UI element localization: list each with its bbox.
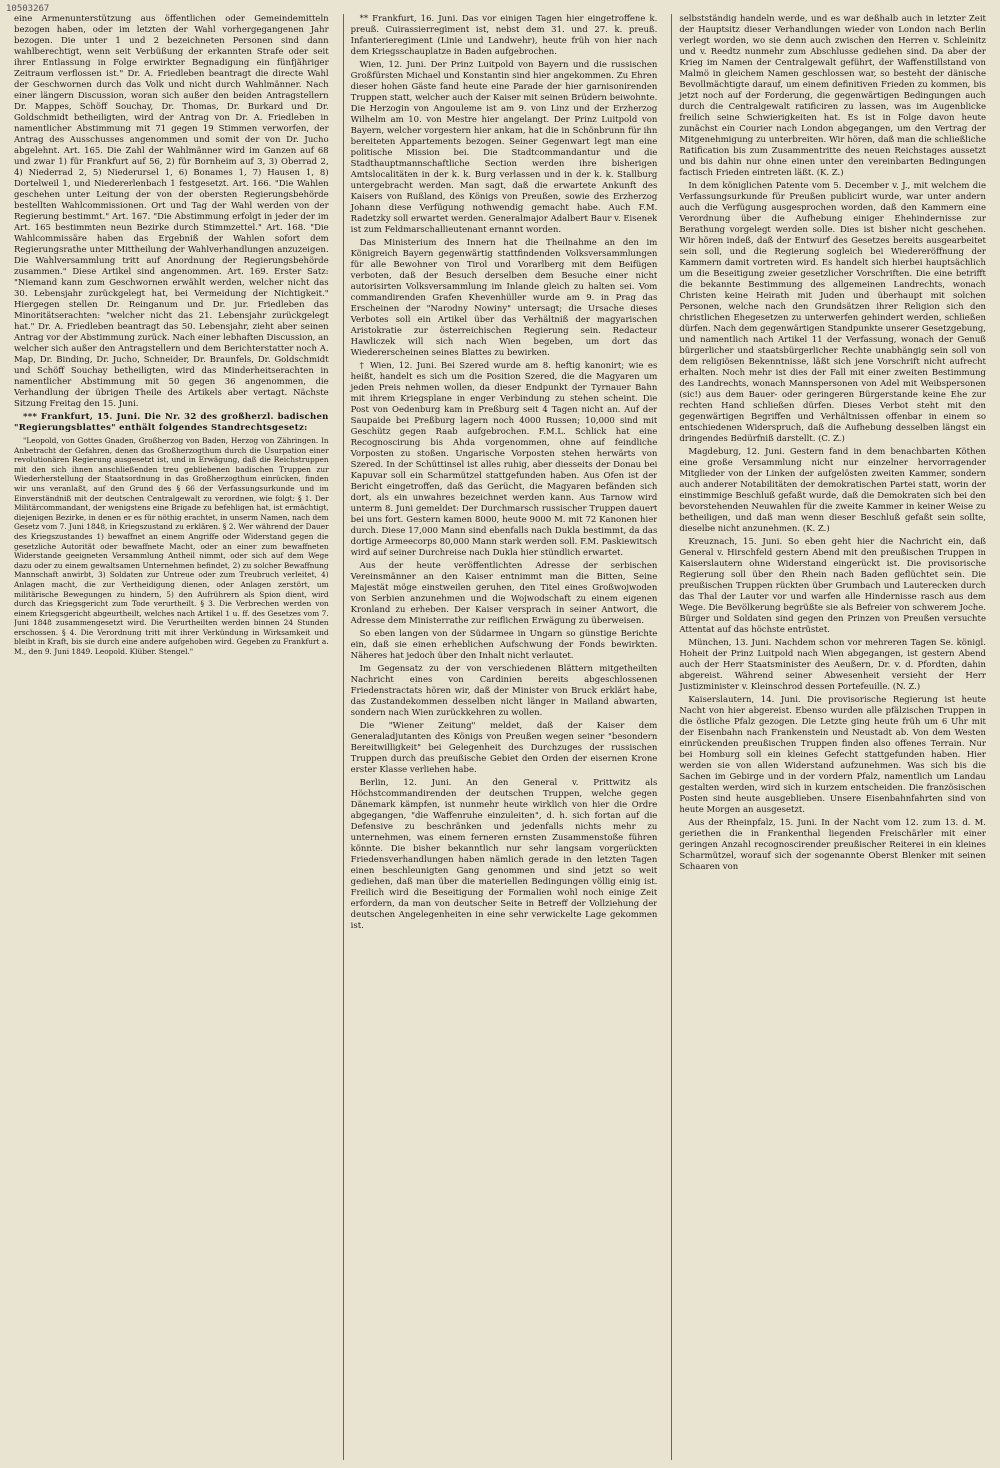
column-2 [343,14,658,1460]
page-id: 10503267 [6,4,50,14]
article-patent: In dem königlichen Patente vom 5. December v. J., mit welchem die Verfassungsurkunde für Preußen publicirt wurde, war unter andern auch die Verfügung ausgesprochen worden, daß den Kammern eine Verordnung über die Aufhebung einiger Ehehindernisse zur Berathung vorgelegt werden solle. Dies ist bisher nicht geschehen. Wir hören indeß, daß der Entwurf des Gesetzes bereits ausgearbeitet sein soll, und die Regierung sogleich bei Wiedereröffnung der Kammern damit vortreten wird. Es handelt sich hierbei hauptsächlich um die Beseitigung zweier gesetzlicher Vorschriften. Die eine betrifft die bekannte Bestimmung des allgemeinen Landrechts, wonach Christen keine Heirath mit Juden und überhaupt mit solchen Personen, welche nach den Grundsätzen ihrer Religion sich den christlichen Ehegesetzen zu unterwerfen gehindert werden, schließen dürfen. Nach dem gegenwärtigen Standpunkte unserer Gesetzgebung, und namentlich nach Artikel 11 der Verfassung, wonach der Genuß bürgerlicher und staatsbürgerlicher Rechte unabhängig sein soll von dem religiösen Bekenntnisse, läßt sich jene Vorschrift nicht aufrecht erhalten. Noch mehr ist dies der Fall mit einer zweiten Bestimmung des Landrechts, wonach Mannspersonen von Adel mit Weibspersonen (sic!) aus dem Bauer- oder geringeren Bürgerstande keine Ehe zur rechten Hand schließen dürfen. Dieses Verbot steht mit den gegenwärtigen Begriffen und Verhältnissen offenbar in einem so entschiedenen Widerspruch, daß die Aufhebung desselben längst ein dringendes Bedürfniß darstellt. (C. Z.) [679,181,986,444]
article-kaiserslautern: Kaiserslautern, 14. Juni. Die provisorische Regierung ist heute Nacht von hier abgereist. Ebenso wurden alle pfälzischen Truppen in die östliche Pfalz gezogen. Die Letzte ging heute früh um 6 Uhr mit der Eisenbahn nach Frankenstein und Neustadt ab. Von dem Westen einrückenden preußischen Truppen finden also offenes Terrain. Nur bei Homburg soll ein kleines Gefecht stattgefunden haben. Hier werden sie von allen Widerstand aufzunehmen. Was sich bis die Sachen im Gebirge und in der vordern Pfalz, namentlich um Landau gestalten werden, wird sich in kurzem entscheiden. Die französischen Posten sind heute ausgeblieben. Unsere Eisenbahnfahrten sind von heute Morgen an ausgesetzt. [679,695,986,815]
column-3 [671,14,986,1460]
article-wiener-zeitung: Die "Wiener Zeitung" meldet, daß der Kaiser dem Generaladjutanten des Königs von Preußen wegen seiner "besondern Bereitwilligkeit" bei Gelegenheit des Durchzuges der russischen Truppen durch das preußische Gebiet den Orden der eisernen Krone erster Klasse verliehen habe. [350,721,658,775]
article-rheinpfalz: Aus der Rheinpfalz, 15. Juni. In der Nacht vom 12. zum 13. d. M. geriethen die in Frankenthal liegenden Freischärler mit einer geringen Anzahl recognoscirender preußischer Reiterei in ein kleines Scharmützel, worauf sich der sogenannte Oberst Blenker mit seinen Schaaren von [679,818,986,872]
newspaper-page [14,14,986,1460]
article-serbian-address: Aus der heute veröffentlichten Adresse der serbischen Vereinsmänner an den Kaiser entnimmt man die Bitten, Seine Majestät möge einstweilen geruhen, den Titel eines Großwojwoden von Serbien anzunehmen und die Wojwodschaft zu einem eigenen Kronland zu erheben. Der Kaiser versprach in seiner Antwort, die Adresse dem Ministerrathe zur reiflichen Erwägung zu überweisen. [350,561,658,626]
article-kreuznach: Kreuznach, 15. Juni. So eben geht hier die Nachricht ein, daß General v. Hirschfeld gestern Abend mit den preußischen Truppen in Kaiserslautern ohne Widerstand eingerückt ist. Die provisorische Regierung soll über den Rhein nach Baden geflüchtet sein. Die preußischen Truppen rückten über Grumbach und Lauterecken durch das Thal der Lauter vor und warfen alle Hindernisse rasch aus dem Wege. Die Bevölkerung begrüßte sie als Befreier von schwerem Joche. Bürger und Soldaten sind gegen den Prinzen von Preußen versuchte Attentat auf das höchste entrüstet. [679,537,986,635]
article-continuation: selbstständig handeln werde, und es war deßhalb auch in letzter Zeit der Hauptsitz dieser Verhandlungen wieder von London nach Berlin verlegt worden, wo sie denn auch zwischen den Herren v. Schleinitz und v. Reedtz nunmehr zum Abschlusse gediehen sind. Da aber der Krieg im Namen der Centralgewalt geführt, der Waffenstillstand von Malmö in gleichem Namen geschlossen war, so besteht der dänische Bevollmächtigte darauf, um einem definitiven Frieden zu kommen, bis jetzt noch auf der Forderung, die gegenwärtigen Bedingungen auch durch die Centralgewalt ratificiren zu lassen, was im Augenblicke freilich seine Schwierigkeiten hat. Es ist in Folge davon heute zunächst ein Courier nach London abgegangen, um den Vertrag der Mitgenehmigung zu unterbreiten. Wir hören, daß man die schließliche Ratification bis zum Zusammentritte des neuen Reichstages aussetzt und bis dahin nur ohne einen unter den vereinbarten Bedingungen factisch Frieden eintreten läßt. (K. Z.) [679,14,986,178]
article-berlin: Berlin, 12. Juni. An den General v. Prittwitz als Höchstcommandirenden der deutschen Truppen, welche gegen Dänemark kämpfen, ist nunmehr heute wirklich von hier die Ordre abgegangen, "die Waffenruhe einzuleiten", d. h. sich fortan auf die Defensive zu beschränken und jedenfalls nichts mehr zu unternehmen, was einem ferneren ernsten Zusammenstoße führen könnte. Die bisher bekanntlich nur sehr langsam vorgerückten Friedensverhandlungen haben nämlich gerade in den letzten Tagen einen beschleunigten Gang genommen und sind jetzt so weit gediehen, daß man über die materiellen Bedingungen völlig einig ist. Freilich wird die Beseitigung der Formalien wohl noch einige Zeit erfordern, da man von deutscher Seite in Betreff der Vollziehung der deutschen Angelegenheiten in eine sehr verwickelte Lage gekommen ist. [350,778,658,931]
article-cardinien: Im Gegensatz zu der von verschiedenen Blättern mitgetheilten Nachricht eines von Cardinien bereits abgeschlossenen Friedenstractats hören wir, daß der Minister von Bruck erklärt habe, das Zustandekommen desselben nicht länger in Mailand abwarten, sondern nach Wien zurückkehren zu wollen. [350,664,658,718]
decree-text: "Leopold, von Gottes Gnaden, Großherzog von Baden, Herzog von Zähringen. In Anbetracht der Gefahren, denen das Großherzogthum durch die Usurpation einer revolutionären Regierung ausgesetzt ist, und in Erwägung, daß die Reichstruppen mit den sich ihnen anschließenden treu gebliebenen badischen Truppen zur Wiederherstellung der Staatsordnung in das Großherzogthum einrücken, finden wir uns veranlaßt, auf den Grund des § 66 der Verfassungsurkunde und im Einverständniß mit der deutschen Centralgewalt zu verordnen, wie folgt: § 1. Der Militärcommandant, der wenigstens eine Brigade zu befehligen hat, ist ermächtigt, diejenigen Bezirke, in denen er es für nöthig erachtet, in unserm Namen, nach dem Gesetz vom 7. Juni 1848, in Kriegszustand zu erklären. § 2. Wer während der Dauer des Kriegszustandes 1) bewaffnet an einem Angriffe oder Widerstand gegen die gesetzliche Autorität oder bewaffnete Macht, oder an einer zum bewaffneten Widerstande geeigneten Versammlung Antheil nimmt, oder sich auf dem Wege dazu oder zu einem gewaltsamen Unternehmen befindet, 2) zu solcher Bewaffnung Mannschaft anwirbt, 3) Soldaten zur Untreue oder zum Treubruch verleitet, 4) Anlagen macht, die zur Vertheidigung dienen, oder Anlagen zerstört, um militärische Bewegungen zu hindern, 5) den Aufrührern als Spion dient, wird durch das Kriegsgericht zum Tode verurtheilt. § 3. Die Verbrechen werden von einem Kriegsgericht abgeurtheilt, welches nach Artikel 1 u. ff. des Gesetzes vom 7. Juni 1848 zusammengesetzt wird. Die Verurtheilten werden binnen 24 Stunden erschossen. § 4. Die Verordnung tritt mit ihrer Verkündung in Wirksamkeit und bleibt in Kraft, bis sie durch eine andere aufgehoben wird. Gegeben zu Frankfurt a. M., den 9. Juni 1849. Leopold. Klüber. Stengel." [14,436,329,657]
article-wien-1: Wien, 12. Juni. Der Prinz Luitpold von Bayern und die russischen Großfürsten Michael und Konstantin sind hier angekommen. Zu Ehren dieser hohen Gäste fand heute eine Parade der hier garnisonirenden Truppen statt, welcher auch der Kaiser mit seinen Brüdern beiwohnte. Die Herzogin von Angouleme ist am 9. von Linz und der Erzherzog Wilhelm am 10. von Mestre hier angelangt. Der Prinz Luitpold von Bayern, welcher vorgestern hier ankam, hat die in Schönbrunn für ihn bereiteten Appartements bezogen. Seiner Gegenwart legt man eine politische Mission bei. Die Stadtcommandantur und die Stadthauptmannschaftliche Section werden ihre bisherigen Amtslocalitäten in der k. k. Burg verlassen und in der k. k. Stallburg untergebracht werden. Man sagt, daß die erwartete Ankunft des Kaisers von Rußland, des Königs von Preußen, sowie des Erzherzog Johann diese Verfügung nothwendig gemacht habe. Auch F.M. Radetzky soll erwartet werden. Generalmajor Adalbert Baur v. Eisenek ist zum Feldmarschallieutenant ernannt worden. [350,60,658,235]
article-muenchen: München, 13. Juni. Nachdem schon vor mehreren Tagen Se. königl. Hoheit der Prinz Luitpold nach Wien abgegangen, ist gestern Abend auch der Herr Staatsminister des Aeußern, Dr. v. d. Pfordten, dahin abgereist. Während seiner Abwesenheit versieht der Herr Justizminister v. Kleinschrod dessen Portefeuille. (N. Z.) [679,638,986,692]
article-suedarmee: So eben langen von der Südarmee in Ungarn so günstige Berichte ein, daß sie einen erheblichen Aufschwung der Fonds bewirkten. Näheres hat jedoch über den Inhalt nicht verlautet. [350,629,658,661]
article-ministerium: Das Ministerium des Innern hat die Theilnahme an den im Königreich Bayern gegenwärtig stattfindenden Volksversammlungen für alle Bewohner von Tirol und Vorarlberg mit dem Beifügen verboten, daß der Besuch derselben dem Besuche einer nicht autorisirten Volksversammlung im Inlande gleich zu halten sei. Vom commandirenden Grafen Khevenhüller wurde am 9. in Prag das Erscheinen der "Narodny Nowiny" untersagt; die Ursache dieses Verbotes soll ein Artikel über das Verhältniß der magyarischen Aristokratie zur österreichischen Regierung sein. Redacteur Hawliczek will sich nach Wien begeben, um dort das Wiedererscheinen seines Blattes zu bewirken. [350,238,658,358]
article-wien-2: † Wien, 12. Juni. Bei Szered wurde am 8. heftig kanonirt; wie es heißt, handelt es sich um die Position Szered, die die Magyaren um jeden Preis nehmen wollen, da dieser Endpunkt der Tyrnauer Bahn mit ihrem Kriegsplane in enger Verbindung zu stehen scheint. Die Post von Oedenburg kam in Preßburg seit 4 Tagen nicht an. Auf der Saupaide bei Preßburg lagern noch 4000 Russen; 10,000 sind mit Geschütz gegen Raab aufgebrochen. F.M.L. Schlick hat eine Recognoscirung bis Ahda vorgenommen, ohne auf feindliche Vorposten zu stoßen. Ungarische Vorposten stehen herwärts von Szered. In der Schüttinsel ist alles ruhig, aber diesseits der Donau bei Kapuvar soll ein Scharmützel stattgefunden haben. Aus Ofen ist der Bericht eingetroffen, daß das Gerücht, die Magyaren befänden sich dort, als ein unwahres bezeichnet werden kann. Aus Tarnow wird unterm 8. Juni gemeldet: Der Durchmarsch russischer Truppen dauert bei uns fort. Gestern kamen 8000, heute 9000 M. mit 72 Kanonen hier durch. Diese 17,000 Mann sind ebenfalls nach Dukla bestimmt, da das dortige Armeecorps 80,000 Mann stark werden soll. F.M. Paskiewitsch wird auf seiner Durchreise nach Dukla hier stündlich erwartet. [350,361,658,558]
article-frankfurt: ** Frankfurt, 16. Juni. Das vor einigen Tagen hier eingetroffene k. preuß. Cuirassierregiment ist, nebst dem 31. und 27. k. preuß. Infanterieregiment (Linie und Landwehr), heute früh von hier nach dem Kriegsschauplatze in Baden aufgebrochen. [350,14,658,57]
article-text: eine Armenunterstützung aus öffentlichen oder Gemeindemitteln bezogen haben, oder im letzten der Wahl vorhergegangenen Jahr bezogen. Die unter 1 und 2 bezeichneten Personen sind dann wahlberechtigt, wenn seit Verbüßung der erkannten Strafe oder seit ihrer Entlassung in Folge erwirkter Begnadigung ein fünfjähriger Zeitraum verflossen ist." Dr. A. Friedleben beantragt die directe Wahl der Geschwornen durch das Volk und nicht durch Wahlmänner. Nach einer längern Discussion, woran sich außer den beiden Antragstellern Dr. Mappes, Schöff Souchay, Dr. Thomas, Dr. Burkard und Dr. Goldschmidt betheiligten, wird der Antrag von Dr. A. Friedleben in namentlicher Abstimmung mit 71 gegen 19 Stimmen verworfen, der Antrag des Ausschusses angenommen und somit der von Dr. Jucho abgelehnt. Art. 165. Die Zahl der Wahlmänner wird im Ganzen auf 68 und zwar 1) für Frankfurt auf 56, 2) für Bornheim auf 3, 3) Oberrad 2, 4) Niederrad 2, 5) Niederursel 1, 6) Bonames 1, 7) Hausen 1, 8) Dortelweil 1, und Niedererlenbach 1 festgesetzt. Art. 166. "Die Wahlen geschehen unter Leitung der von der obersten Regierungsbehörde bestellten Wahlcommissionen. Ort und Tag der Wahl werden von der Regierung bestimmt." Art. 167. "Die Abstimmung erfolgt in jeder der im Art. 165 bestimmten neun Bezirke durch Stimmzettel." Art. 168. "Die Wahlcommissäre haben das Ergebniß der Wahlen sofort dem Regierungsrathe unter Mittheilung der Wahlverhandlungen anzuzeigen. Die Wahlversammlung tritt auf Anordnung der Regierungsbehörde zusammen." Diese Artikel sind angenommen. Art. 169. Erster Satz: "Niemand kann zum Geschwornen erwählt werden, welcher nicht das 30. Lebensjahr zurückgelegt hat, bei Vermeidung der Nichtigkeit." Hiergegen stellen Dr. Reinganum und Dr. jur. Friedleben das Minoritätserachten: "welcher nicht das 21. Lebensjahr zurückgelegt hat." Dr. A. Friedleben beantragt das 50. Lebensjahr, zieht aber seinen Antrag vor der Abstimmung zurück. Nach einer lebhaften Discussion, an welcher sich außer den Antragstellern und dem Berichterstatter noch A. Map, Dr. Binding, Dr. Jucho, Schneider, Dr. Braunfels, Dr. Goldschmidt und Schöff Souchay betheiligten, wird das Minderheitserachten in namentlicher Abstimmung mit 50 gegen 36 angenommen, die Verhandlung der übrigen Theile des Artikels aber vertagt. Nächste Sitzung Freitag den 15. Juni. [14,14,329,409]
article-magdeburg: Magdeburg, 12. Juni. Gestern fand in dem benachbarten Köthen eine große Versammlung nicht nur einzelner hervorragender Mitglieder von der Linken der aufgelösten zweiten Kammer, sondern auch anderer Notabilitäten der demokratischen Partei statt, worin der einstimmige Beschluß gefaßt wurde, daß die Demokraten sich bei den bevorstehenden Neuwahlen für die zweite Kammer in keiner Weise zu betheiligen, und daß man wenn dieser Beschluß gefaßt sein sollte, dieselbe nicht anzunehmen. (K. Z.) [679,447,986,534]
column-1 [14,14,329,1460]
article-heading: *** Frankfurt, 15. Juni. Die Nr. 32 des großherzl. badischen "Regierungsblattes" enthält folgendes Standrechtsgesetz: [14,412,329,433]
